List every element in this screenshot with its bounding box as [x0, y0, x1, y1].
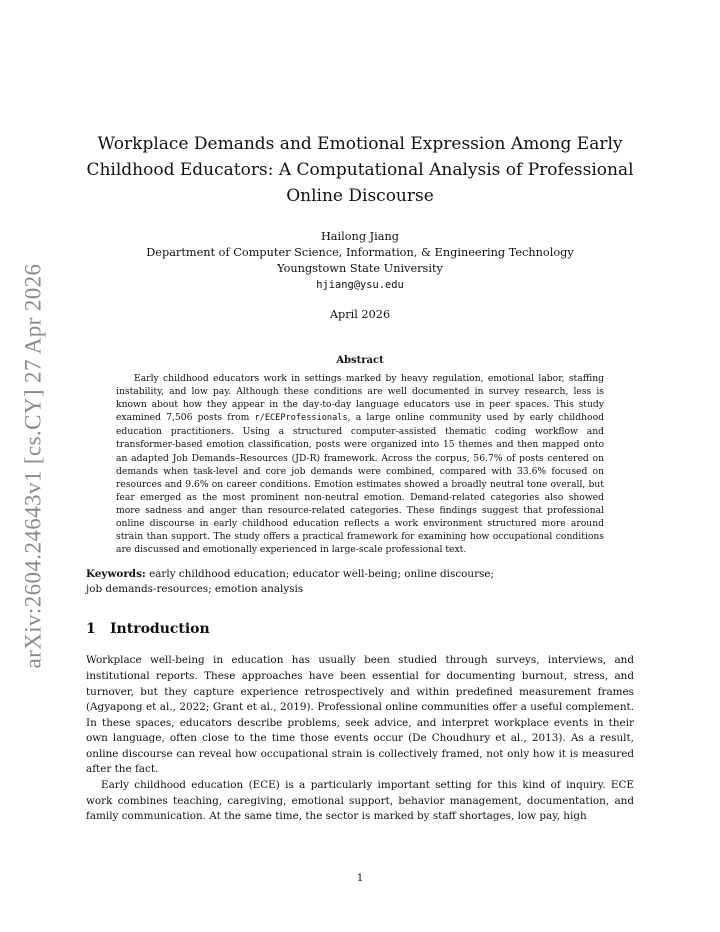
section-number: 1: [86, 621, 96, 638]
author-block: [86, 229, 634, 293]
page-number: 1: [356, 872, 364, 884]
title-line: Workplace Demands and Emotional Expression Among Early: [97, 134, 623, 154]
paper-page: [86, 0, 634, 825]
title-line: Online Discourse: [286, 186, 434, 206]
section-heading-introduction: [86, 619, 634, 639]
abstract-heading: Abstract: [336, 355, 384, 366]
subreddit-name: r/ECEProfessionals: [254, 413, 348, 424]
author-university: Youngstown State University: [277, 262, 443, 275]
publication-date: April 2026: [329, 308, 391, 321]
abstract-text-part: , a large online community used by early childhood education practitioners. Using a structured computer-assisted thematic coding workflow and transformer-based emotion classification, posts were organized into 15 themes and then mapped onto an adapted Job Demands–Resources (JD-R) framework. Across the corpus, 56.7% of posts centered on demands when task-level and core job demands were combined, compared with 33.6% focused on resources and 9.6% on career conditions. Emotion estimates showed a broadly neutral tone overall, but fear emerged as the most prominent non-neutral emotion. Demand-related categories also showed more sadness and anger than resource-related categories. These findings suggest that professional online discourse in early childhood education reflects a work environment structured more around strain than support. The study offers a practical framework for examining how occupational conditions are discussed and emotionally experienced in large-scale professional text.: [116, 412, 604, 556]
author-email: hjiang@ysu.edu: [316, 279, 404, 291]
keywords-line: early childhood education; educator well-being; online discourse;: [145, 568, 495, 581]
abstract-body: [116, 372, 604, 556]
title-line: Childhood Educators: A Computational Analysis of Professional: [86, 160, 634, 180]
arxiv-identifier-stamp: [14, 258, 52, 674]
keywords-line: job demands-resources; emotion analysis: [86, 583, 304, 596]
abstract-text-part: Early childhood educators work in settings marked by heavy regulation, emotional labor, staffing instability, and low pay. Although these conditions are well documented in survey research, less is known about how they appear in the day-to-day language educators use in peer spaces. This study examined 7,506 posts from: [116, 373, 604, 424]
author-name: Hailong Jiang: [320, 230, 400, 243]
body-paragraph: Early childhood education (ECE) is a particularly important setting for this kind of inquiry. ECE work combines teaching, caregiving, emotional support, behavior management, documentation, and family communication. At the same time, the sector is marked by staff shortages, low pay, high: [86, 779, 634, 823]
body-paragraph: Workplace well-being in education has usually been studied through surveys, interviews, and institutional reports. These approaches have been essential for documenting burnout, stress, and turnover, but they capture experience retrospectively and within predefined measurement frames (Agyapong et al., 2022; Grant et al., 2019). Professional online communities offer a useful complement. In these spaces, educators describe problems, seek advice, and interpret workplace events in their own language, often close to the time those events occur (De Choudhury et al., 2013). As a result, online discourse can reveal how occupational strain is collectively framed, not only how it is measured after the fact.: [86, 654, 634, 776]
paper-title: [86, 131, 634, 209]
keywords: [86, 567, 634, 597]
arxiv-identifier-text: arXiv:2604.24643v1 [cs.CY] 27 Apr 2026: [20, 263, 46, 669]
author-department: Department of Computer Science, Information, & Engineering Technology: [146, 246, 574, 259]
keywords-label: Keywords:: [86, 568, 146, 581]
section-title: Introduction: [110, 621, 210, 638]
